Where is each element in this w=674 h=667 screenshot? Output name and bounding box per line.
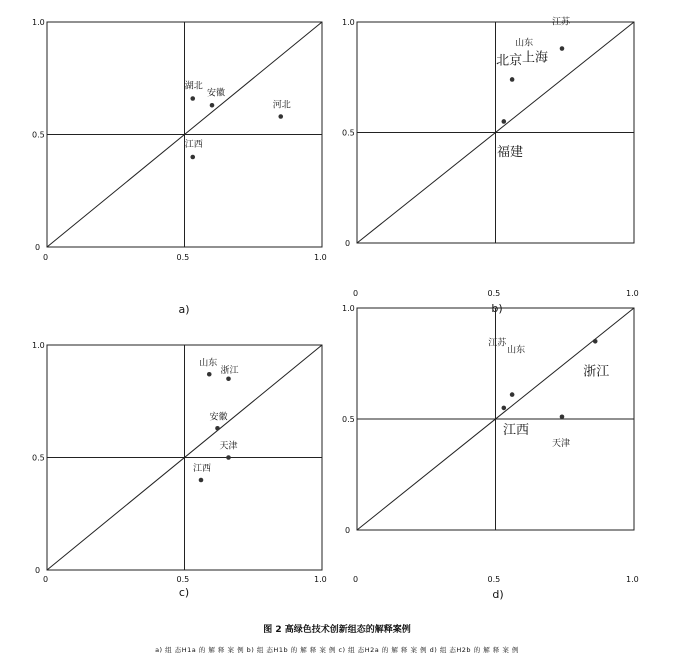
y-tick-label: 0.5 (342, 415, 355, 424)
point-label: 天津 (551, 438, 570, 449)
point-label: 江苏 (488, 338, 507, 349)
data-point (210, 103, 215, 108)
y-tick-label: 0 (345, 526, 351, 535)
point-label: 上海 (521, 50, 548, 66)
data-point (560, 46, 565, 51)
data-point (226, 455, 231, 460)
y-tick-label: 1.0 (342, 304, 355, 313)
data-point (199, 478, 204, 483)
panel-label: b) (491, 302, 503, 315)
x-tick-label: 1.0 (626, 289, 639, 298)
y-tick-label: 0.5 (342, 128, 355, 138)
data-point (190, 155, 195, 160)
data-point (207, 372, 212, 377)
y-tick-label: 0.5 (32, 130, 45, 140)
x-tick-label: 1.0 (314, 253, 327, 262)
y-tick-label: 0 (35, 566, 41, 575)
data-point (510, 77, 515, 82)
point-label: 江西 (193, 464, 212, 474)
x-tick-label: 1.0 (626, 575, 639, 584)
x-tick-label: 0 (353, 289, 359, 298)
x-tick-label: 0 (43, 575, 49, 584)
x-tick-label: 0.5 (487, 289, 501, 298)
data-point (190, 96, 195, 101)
y-tick-label: 1.0 (342, 18, 355, 27)
x-tick-label: 0 (43, 253, 49, 262)
x-tick-label: 0.5 (487, 575, 501, 584)
figure-subcaption: a) 组 态H1a 的 解 释 案 例 b) 组 态H1b 的 解 释 案 例 c) 组 态H2a 的 解 释 案 例 d) 组 态H2b 的 解 释 案 例 (155, 646, 519, 654)
data-point (510, 392, 515, 397)
point-label: 浙江 (220, 365, 239, 376)
point-label: 山东 (515, 38, 534, 49)
y-tick-label: 1.0 (32, 341, 45, 350)
y-tick-label: 0 (345, 239, 351, 248)
point-label: 北京 (496, 53, 523, 69)
data-point (226, 376, 231, 381)
point-label: 山东 (507, 345, 526, 356)
x-tick-label: 0.5 (176, 253, 190, 262)
y-tick-label: 0.5 (32, 453, 45, 463)
point-label: 福建 (497, 145, 524, 160)
data-point (278, 114, 283, 119)
point-label: 安徽 (209, 412, 228, 423)
point-label: 河北 (272, 100, 291, 111)
x-tick-label: 0 (353, 575, 359, 584)
panel-label: c) (178, 586, 190, 599)
point-label: 山东 (199, 358, 218, 369)
point-label: 浙江 (583, 364, 610, 380)
point-label: 江西 (503, 423, 530, 438)
point-label: 天津 (219, 441, 238, 452)
figure-caption: 图 2 高绿色技术创新组态的解释案例 (263, 625, 411, 635)
y-tick-label: 0 (35, 243, 41, 252)
point-label: 安徽 (207, 88, 226, 99)
data-point (215, 426, 220, 431)
data-point (502, 119, 507, 124)
data-point (502, 406, 507, 411)
point-label: 江苏 (551, 17, 570, 28)
data-point (593, 339, 598, 344)
x-tick-label: 1.0 (314, 575, 327, 584)
panel-label: d) (492, 588, 504, 601)
x-tick-label: 0.5 (176, 575, 190, 584)
panel-label: a) (178, 303, 190, 316)
point-label: 江西 (184, 140, 203, 150)
data-point (560, 414, 565, 419)
y-tick-label: 1.0 (32, 18, 45, 27)
point-label: 湖北 (184, 81, 203, 92)
